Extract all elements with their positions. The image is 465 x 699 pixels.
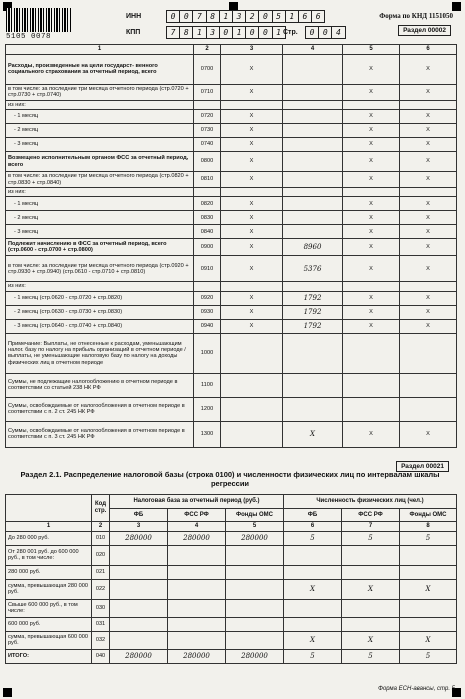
value-cell: 1792 xyxy=(283,319,343,333)
table-row xyxy=(6,319,457,333)
value-cell xyxy=(283,100,343,109)
row-label: Суммы, освобождаемые от налогообложения в отчетном периоде в соответствии с п. 2 ст. 245 НК РФ xyxy=(6,397,194,421)
column-number: 3 xyxy=(110,522,168,532)
value-cell: X xyxy=(221,110,283,124)
value-cell: X xyxy=(343,291,400,305)
row-code: 020 xyxy=(92,545,110,565)
row-label: - 3 месяц (стр.0640 - стр.0740 + стр.0840) xyxy=(6,319,194,333)
row-code: 0730 xyxy=(194,124,221,138)
table-row xyxy=(6,54,457,84)
inn-digit: 6 xyxy=(312,10,325,23)
column-number: 1 xyxy=(6,522,92,532)
value-cell xyxy=(283,54,343,84)
value-cell xyxy=(221,333,283,373)
value-cell xyxy=(400,373,457,397)
inn-digit: 2 xyxy=(246,10,259,23)
column-number: 6 xyxy=(284,522,342,532)
value-cell: X xyxy=(221,305,283,319)
value-cell xyxy=(283,188,343,197)
row-code: 0920 xyxy=(194,291,221,305)
corner-marker xyxy=(452,2,461,11)
value-cell xyxy=(283,333,343,373)
row-label: - 1 месяц xyxy=(6,110,194,124)
value-cell xyxy=(221,397,283,421)
table-row xyxy=(6,531,457,545)
row-code: 1100 xyxy=(194,373,221,397)
value-cell: 5 xyxy=(400,649,457,663)
row-label: Возмещено исполнительным органом ФСС за отчетный период, всего xyxy=(6,152,194,172)
value-cell: X xyxy=(343,172,400,188)
value-cell xyxy=(283,110,343,124)
value-cell: X xyxy=(343,197,400,211)
value-cell: X xyxy=(400,211,457,225)
value-cell: 5 xyxy=(342,649,400,663)
table-row xyxy=(6,649,457,663)
value-cell: X xyxy=(400,124,457,138)
row-label: До 280 000 руб. xyxy=(6,531,92,545)
table-row xyxy=(6,333,457,373)
table-row xyxy=(6,545,457,565)
row-label: - 2 месяц xyxy=(6,124,194,138)
fund-subheader: ФСС РФ xyxy=(168,509,226,522)
value-cell: X xyxy=(400,138,457,152)
row-code: 1200 xyxy=(194,397,221,421)
inn-digit: 1 xyxy=(220,10,233,23)
value-cell: 280000 xyxy=(168,531,226,545)
value-cell xyxy=(343,333,400,373)
column-number: 4 xyxy=(283,45,343,55)
value-cell: X xyxy=(343,256,400,282)
value-cell: X xyxy=(400,631,457,649)
inn-digit: 7 xyxy=(193,10,206,23)
value-cell xyxy=(400,617,457,631)
row-code: 1000 xyxy=(194,333,221,373)
code-header: Код стр. xyxy=(92,495,110,522)
value-cell xyxy=(221,100,283,109)
value-cell: X xyxy=(400,291,457,305)
row-label: Свыше 600 000 руб., в том числе: xyxy=(6,599,92,617)
section-2-title: Раздел 2.1. Распределение налоговой базы (строка 0100) и численности физических лиц по интервалам шкалы регрессии xyxy=(20,470,440,489)
value-cell: X xyxy=(221,256,283,282)
table-row xyxy=(6,373,457,397)
kpp-digit: 0 xyxy=(220,26,233,39)
value-cell xyxy=(283,197,343,211)
row-label: из них: xyxy=(6,100,194,109)
value-cell: X xyxy=(221,319,283,333)
value-cell xyxy=(400,545,457,565)
row-code: 0810 xyxy=(194,172,221,188)
corner-marker xyxy=(3,688,12,697)
table-row xyxy=(6,152,457,172)
value-cell: X xyxy=(221,54,283,84)
value-cell: 1792 xyxy=(283,305,343,319)
row-code: 0710 xyxy=(194,84,221,100)
value-cell: X xyxy=(400,421,457,447)
inn-digit: 3 xyxy=(233,10,246,23)
value-cell xyxy=(342,545,400,565)
value-cell: X xyxy=(343,305,400,319)
kpp-digit: 7 xyxy=(166,26,180,39)
value-cell: X xyxy=(221,124,283,138)
value-cell: X xyxy=(343,319,400,333)
column-number: 1 xyxy=(6,45,194,55)
value-cell: X xyxy=(343,54,400,84)
table-row xyxy=(6,282,457,291)
value-cell: X xyxy=(343,124,400,138)
table-row xyxy=(6,305,457,319)
row-label: из них: xyxy=(6,188,194,197)
column-number: 2 xyxy=(92,522,110,532)
row-label: в том числе: за последние три месяца отчетного периода (стр.0820 + стр.0830 + стр.0840) xyxy=(6,172,194,188)
inn-digit: 0 xyxy=(259,10,272,23)
value-cell xyxy=(283,225,343,239)
row-label: Суммы, освобождаемые от налогообложения в отчетном периоде в соответствии с п. 3 ст. 245 НК РФ xyxy=(6,421,194,447)
contributions-table xyxy=(5,44,457,448)
column-number: 3 xyxy=(221,45,283,55)
tax-base-header: Налоговая база за отчетный период (руб.) xyxy=(110,495,284,509)
fund-subheader: ФБ xyxy=(284,509,342,522)
row-code: 0900 xyxy=(194,239,221,256)
fund-subheader: ФБ xyxy=(110,509,168,522)
table-row xyxy=(6,565,457,579)
value-cell: 280000 xyxy=(226,531,284,545)
kpp-label: КПП xyxy=(126,29,141,36)
row-label: - 3 месяц xyxy=(6,138,194,152)
inn-digit: 8 xyxy=(207,10,220,23)
value-cell xyxy=(168,617,226,631)
value-cell xyxy=(221,373,283,397)
value-cell xyxy=(283,373,343,397)
row-label: - 1 месяц (стр.0620 - стр.0720 + стр.0820) xyxy=(6,291,194,305)
table-row xyxy=(6,138,457,152)
row-code: 022 xyxy=(92,579,110,599)
value-cell xyxy=(221,421,283,447)
table-row xyxy=(6,397,457,421)
value-cell: X xyxy=(221,84,283,100)
value-cell xyxy=(283,172,343,188)
value-cell: X xyxy=(342,579,400,599)
table-row xyxy=(6,172,457,188)
row-code: 021 xyxy=(92,565,110,579)
table-row xyxy=(6,188,457,197)
row-code: 0700 xyxy=(194,54,221,84)
barcode-number: 5105 0078 xyxy=(6,33,52,41)
value-cell xyxy=(283,397,343,421)
value-cell: X xyxy=(343,239,400,256)
value-cell: X xyxy=(400,256,457,282)
row-label: Подлежит начислению в ФСС за отчетный период, всего (стр.0600 - стр.0700 + стр.0800) xyxy=(6,239,194,256)
empty-header xyxy=(6,495,92,522)
value-cell xyxy=(168,579,226,599)
inn-field xyxy=(166,10,325,23)
inn-digit: 6 xyxy=(299,10,312,23)
value-cell xyxy=(226,617,284,631)
row-code: 032 xyxy=(92,631,110,649)
value-cell xyxy=(284,545,342,565)
value-cell xyxy=(221,282,283,291)
table-row xyxy=(6,421,457,447)
row-code: 0940 xyxy=(194,319,221,333)
row-code: 030 xyxy=(92,599,110,617)
value-cell: 280000 xyxy=(168,649,226,663)
section-code-box-2: Раздел 00021 xyxy=(396,461,449,472)
value-cell: 5 xyxy=(400,531,457,545)
value-cell: X xyxy=(221,138,283,152)
value-cell: 8960 xyxy=(283,239,343,256)
row-label: из них: xyxy=(6,282,194,291)
row-code xyxy=(194,100,221,109)
row-label: Примечание: Выплаты, не отнесенные к расходам, уменьшающим налог. базу по налогу на прибыль организаций в отчетном периоде / выплаты, не уменьшающие налоговую базу по налогу на доходы физических лиц в отчетном периоде xyxy=(6,333,194,373)
value-cell xyxy=(283,152,343,172)
value-cell: X xyxy=(342,631,400,649)
table-row xyxy=(6,225,457,239)
page-digit: 4 xyxy=(332,26,345,39)
value-cell xyxy=(110,579,168,599)
page-number-field xyxy=(305,26,346,39)
value-cell xyxy=(343,397,400,421)
value-cell xyxy=(226,579,284,599)
value-cell xyxy=(342,565,400,579)
row-label: Суммы, не подлежащие налогообложению в отчетном периоде в соответствии со статьей 238 НК РФ xyxy=(6,373,194,397)
value-cell xyxy=(168,565,226,579)
inn-digit: 1 xyxy=(286,10,299,23)
row-code: 0820 xyxy=(194,197,221,211)
value-cell: X xyxy=(283,421,343,447)
value-cell xyxy=(400,599,457,617)
kpp-digit: 0 xyxy=(246,26,259,39)
value-cell: 280000 xyxy=(110,649,168,663)
row-label: - 3 месяц xyxy=(6,225,194,239)
table-row xyxy=(6,84,457,100)
value-cell: X xyxy=(221,172,283,188)
value-cell: X xyxy=(400,197,457,211)
value-cell xyxy=(343,282,400,291)
value-cell xyxy=(226,565,284,579)
value-cell: X xyxy=(400,84,457,100)
value-cell: 5376 xyxy=(283,256,343,282)
value-cell: X xyxy=(343,152,400,172)
page-digit: 0 xyxy=(319,26,332,39)
value-cell xyxy=(110,631,168,649)
row-label: в том числе: за последние три месяца отчетного периода (стр.0720 + стр.0730 + стр.0740) xyxy=(6,84,194,100)
row-code: 040 xyxy=(92,649,110,663)
value-cell: 280000 xyxy=(226,649,284,663)
row-label: - 1 месяц xyxy=(6,197,194,211)
value-cell xyxy=(168,545,226,565)
page-digit: 0 xyxy=(305,26,319,39)
kpp-digit: 1 xyxy=(193,26,206,39)
row-code: 010 xyxy=(92,531,110,545)
value-cell xyxy=(400,282,457,291)
kpp-digit: 0 xyxy=(259,26,272,39)
row-label: сумма, превышающая 600 000 руб. xyxy=(6,631,92,649)
value-cell: X xyxy=(343,225,400,239)
value-cell xyxy=(226,545,284,565)
value-cell: X xyxy=(221,239,283,256)
value-cell xyxy=(168,631,226,649)
table-row xyxy=(6,110,457,124)
table-row xyxy=(6,100,457,109)
row-label: сумма, превышающая 280 000 руб. xyxy=(6,579,92,599)
page-footer: Форма ЕСН-авансы, стр. 5 xyxy=(378,686,455,692)
value-cell xyxy=(342,617,400,631)
row-code: 1300 xyxy=(194,421,221,447)
table-row xyxy=(6,124,457,138)
value-cell: 5 xyxy=(342,531,400,545)
value-cell: X xyxy=(400,319,457,333)
value-cell: 280000 xyxy=(110,531,168,545)
value-cell: X xyxy=(221,152,283,172)
value-cell xyxy=(283,124,343,138)
row-label: - 2 месяц (стр.0630 - стр.0730 + стр.0830) xyxy=(6,305,194,319)
value-cell: 5 xyxy=(284,531,342,545)
fund-subheader: Фонды ОМС xyxy=(400,509,457,522)
row-code: 031 xyxy=(92,617,110,631)
headcount-header: Численность физических лиц (чел.) xyxy=(284,495,457,509)
row-code: 0720 xyxy=(194,110,221,124)
value-cell xyxy=(110,565,168,579)
value-cell: X xyxy=(221,197,283,211)
row-label: ИТОГО: xyxy=(6,649,92,663)
column-number: 7 xyxy=(342,522,400,532)
value-cell: X xyxy=(400,305,457,319)
table-row xyxy=(6,256,457,282)
row-code: 0740 xyxy=(194,138,221,152)
value-cell xyxy=(343,100,400,109)
inn-digit: 0 xyxy=(166,10,180,23)
inn-digit: 0 xyxy=(180,10,193,23)
barcode xyxy=(6,8,72,32)
kpp-digit: 3 xyxy=(207,26,220,39)
value-cell: X xyxy=(221,291,283,305)
value-cell xyxy=(284,565,342,579)
column-number: 5 xyxy=(343,45,400,55)
row-code xyxy=(194,282,221,291)
value-cell: X xyxy=(400,110,457,124)
value-cell: X xyxy=(400,54,457,84)
column-number: 6 xyxy=(400,45,457,55)
row-code: 0930 xyxy=(194,305,221,319)
value-cell: X xyxy=(284,631,342,649)
inn-label: ИНН xyxy=(126,13,142,20)
kpp-digit: 1 xyxy=(273,26,286,39)
value-cell xyxy=(400,397,457,421)
value-cell xyxy=(110,545,168,565)
row-code: 0830 xyxy=(194,211,221,225)
row-code: 0800 xyxy=(194,152,221,172)
value-cell xyxy=(284,599,342,617)
value-cell xyxy=(343,188,400,197)
kpp-digit: 1 xyxy=(233,26,246,39)
row-label: - 2 месяц xyxy=(6,211,194,225)
table-row xyxy=(6,599,457,617)
table-row xyxy=(6,211,457,225)
value-cell xyxy=(400,565,457,579)
value-cell xyxy=(168,599,226,617)
table-row xyxy=(6,239,457,256)
fund-subheader: ФСС РФ xyxy=(342,509,400,522)
row-label: в том числе: за последние три месяца отчетного периода (стр.0920 + стр.0930 + стр.0940) (стр.0610 - стр.0710 + стр.0810) xyxy=(6,256,194,282)
value-cell xyxy=(400,100,457,109)
value-cell: X xyxy=(400,239,457,256)
value-cell xyxy=(283,138,343,152)
regression-scale-table xyxy=(5,494,457,664)
value-cell: X xyxy=(343,110,400,124)
value-cell: 5 xyxy=(284,649,342,663)
value-cell xyxy=(221,188,283,197)
value-cell xyxy=(226,599,284,617)
kpp-digit: 8 xyxy=(180,26,193,39)
column-number: 5 xyxy=(226,522,284,532)
row-code xyxy=(194,188,221,197)
inn-digit: 5 xyxy=(273,10,286,23)
value-cell xyxy=(343,373,400,397)
value-cell xyxy=(110,599,168,617)
value-cell: X xyxy=(221,225,283,239)
value-cell: X xyxy=(343,138,400,152)
row-code: 0840 xyxy=(194,225,221,239)
value-cell: 1792 xyxy=(283,291,343,305)
row-label: 280 000 руб. xyxy=(6,565,92,579)
value-cell: X xyxy=(343,421,400,447)
row-code: 0910 xyxy=(194,256,221,282)
value-cell: X xyxy=(343,211,400,225)
column-number: 2 xyxy=(194,45,221,55)
table-row xyxy=(6,197,457,211)
row-label: От 280 001 руб. до 600 000 руб., в том числе: xyxy=(6,545,92,565)
value-cell: X xyxy=(221,211,283,225)
table-row xyxy=(6,617,457,631)
column-number: 8 xyxy=(400,522,457,532)
value-cell: X xyxy=(400,225,457,239)
value-cell: X xyxy=(284,579,342,599)
column-number: 4 xyxy=(168,522,226,532)
table-row xyxy=(6,579,457,599)
row-label: 600 000 руб. xyxy=(6,617,92,631)
table-row xyxy=(6,631,457,649)
value-cell xyxy=(284,617,342,631)
value-cell xyxy=(283,282,343,291)
page-label: Стр. xyxy=(283,29,298,36)
row-label: Расходы, произведенные на цели государст- венного социального страхования за отчетный период, всего xyxy=(6,54,194,84)
value-cell xyxy=(342,599,400,617)
section-code-box: Раздел 00002 xyxy=(398,25,451,36)
table-row xyxy=(6,291,457,305)
value-cell xyxy=(400,333,457,373)
value-cell xyxy=(110,617,168,631)
kpp-field xyxy=(166,26,286,39)
value-cell: X xyxy=(400,152,457,172)
value-cell xyxy=(226,631,284,649)
form-code: Форма по КНД 1151050 xyxy=(379,12,453,20)
value-cell xyxy=(283,211,343,225)
value-cell xyxy=(400,188,457,197)
value-cell: X xyxy=(343,84,400,100)
value-cell: X xyxy=(400,172,457,188)
value-cell: X xyxy=(400,579,457,599)
value-cell xyxy=(283,84,343,100)
fund-subheader: Фонды ОМС xyxy=(226,509,284,522)
